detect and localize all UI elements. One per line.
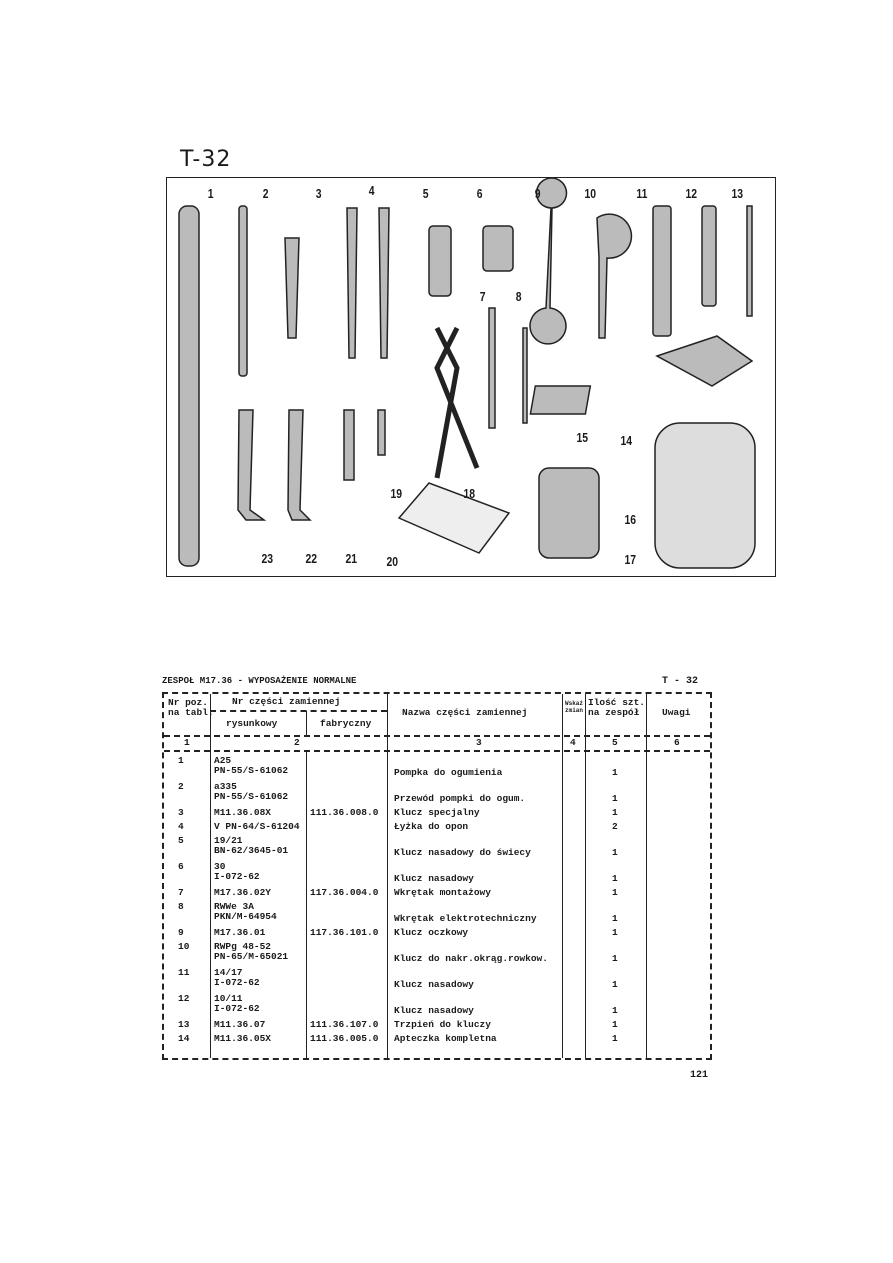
tool-bag-icon bbox=[657, 336, 752, 386]
cell-poz: 8 bbox=[178, 901, 184, 912]
cell-poz: 12 bbox=[178, 993, 190, 1004]
cell-nazwa: Klucz nasadowy bbox=[394, 979, 474, 990]
header-uwagi: Uwagi bbox=[662, 707, 691, 718]
cell-ilosc: 1 bbox=[612, 953, 618, 964]
figure-title: T-32 bbox=[180, 147, 232, 172]
header-nr-czesci: Nr części zamiennej bbox=[232, 696, 341, 707]
cell-ilosc: 1 bbox=[612, 979, 618, 990]
col-number-6: 6 bbox=[674, 737, 680, 748]
socket-wrench-30-icon bbox=[483, 226, 513, 271]
page-number: 121 bbox=[690, 1070, 709, 1081]
cell-rys: M11.36.07 bbox=[214, 1019, 266, 1030]
wrench-22-icon bbox=[288, 410, 310, 520]
cell-ilosc: 1 bbox=[612, 913, 618, 924]
screwdriver-icon bbox=[489, 308, 495, 428]
cell-poz: 1 bbox=[178, 755, 184, 766]
cell-nazwa: Klucz nasadowy bbox=[394, 1005, 474, 1016]
label-7: 7 bbox=[479, 289, 486, 304]
pump-hose-icon bbox=[239, 206, 247, 376]
manual-booklet-icon bbox=[399, 483, 509, 553]
cell-poz: 10 bbox=[178, 941, 190, 952]
label-23: 23 bbox=[261, 551, 274, 566]
label-13: 13 bbox=[731, 186, 744, 201]
cell-poz: 14 bbox=[178, 1033, 190, 1044]
cell-ilosc: 1 bbox=[612, 887, 618, 898]
cell-rys: RWPg 48-52 PN-65/M-65021 bbox=[214, 941, 289, 962]
label-22: 22 bbox=[305, 551, 318, 566]
cell-ilosc: 1 bbox=[612, 1005, 618, 1016]
cell-nazwa: Klucz nasadowy do świecy bbox=[394, 847, 531, 858]
tool-wrap-icon bbox=[655, 423, 755, 568]
col-number-2: 2 bbox=[294, 737, 300, 748]
label-19: 19 bbox=[390, 486, 403, 501]
pin-icon bbox=[747, 206, 752, 316]
label-14: 14 bbox=[620, 433, 633, 448]
header-rysunkowy: rysunkowy bbox=[226, 718, 278, 729]
special-wrench-icon bbox=[285, 238, 299, 338]
cell-ilosc: 1 bbox=[612, 873, 618, 884]
label-17: 17 bbox=[624, 552, 637, 567]
cell-rys: 30 I-072-62 bbox=[214, 861, 260, 882]
cell-nazwa: Przewód pompki do ogum. bbox=[394, 793, 526, 804]
cell-poz: 5 bbox=[178, 835, 184, 846]
tire-levers-icon bbox=[347, 208, 389, 358]
cell-rys: a335 PN-55/S-61062 bbox=[214, 781, 289, 802]
cell-rys: A25 PN-55/S-61062 bbox=[214, 755, 289, 776]
cell-poz: 13 bbox=[178, 1019, 190, 1030]
electric-screwdriver-icon bbox=[523, 328, 527, 423]
cell-rys: 14/17 I-072-62 bbox=[214, 967, 260, 988]
label-15: 15 bbox=[576, 430, 589, 445]
cell-fab: 111.36.005.0 bbox=[310, 1033, 379, 1044]
cell-poz: 7 bbox=[178, 887, 184, 898]
header-wskaz-zmian: Wskaź zmian bbox=[565, 700, 584, 714]
cell-rys: M17.36.02Y bbox=[214, 887, 272, 898]
cell-rys: 19/21 BN-62/3645-01 bbox=[214, 835, 289, 856]
label-5: 5 bbox=[422, 186, 429, 201]
tools-illustration bbox=[167, 178, 775, 576]
col-number-3: 3 bbox=[476, 737, 482, 748]
cell-nazwa: Klucz oczkowy bbox=[394, 927, 469, 938]
cell-fab: 111.36.008.0 bbox=[310, 807, 379, 818]
label-12: 12 bbox=[685, 186, 698, 201]
header-fabryczny: fabryczny bbox=[320, 718, 372, 729]
col-number-4: 4 bbox=[570, 737, 576, 748]
cell-poz: 9 bbox=[178, 927, 184, 938]
label-1: 1 bbox=[207, 186, 214, 201]
label-10: 10 bbox=[584, 186, 597, 201]
header-nazwa: Nazwa części zamiennej bbox=[402, 707, 528, 718]
wrench-19-icon bbox=[378, 410, 385, 455]
cell-nazwa: Trzpień do kluczy bbox=[394, 1019, 491, 1030]
cell-poz: 3 bbox=[178, 807, 184, 818]
label-2: 2 bbox=[262, 186, 269, 201]
hook-wrench-icon bbox=[597, 214, 631, 338]
cell-poz: 2 bbox=[178, 781, 184, 792]
cell-rys: 10/11 I-072-62 bbox=[214, 993, 260, 1014]
cell-fab: 111.36.107.0 bbox=[310, 1019, 379, 1030]
socket-wrench-10-11-icon bbox=[702, 206, 716, 306]
label-11: 11 bbox=[636, 186, 648, 201]
cell-ilosc: 2 bbox=[612, 821, 618, 832]
cell-rys: M11.36.08X bbox=[214, 807, 272, 818]
socket-wrench-icon bbox=[429, 226, 451, 296]
first-aid-kit-icon bbox=[530, 386, 590, 414]
cell-rys: V PN-64/S-61204 bbox=[214, 821, 300, 832]
pump-icon bbox=[179, 206, 199, 566]
cell-rys: M11.36.05X bbox=[214, 1033, 272, 1044]
cell-rys: RWWe 3A PKN/M-64954 bbox=[214, 901, 277, 922]
wrench-21-icon bbox=[344, 410, 354, 480]
label-20: 20 bbox=[386, 554, 399, 569]
label-21: 21 bbox=[345, 551, 358, 566]
parts-table bbox=[162, 692, 712, 1060]
pliers-icon bbox=[437, 328, 477, 478]
col-number-5: 5 bbox=[612, 737, 618, 748]
cell-nazwa: Klucz specjalny bbox=[394, 807, 480, 818]
ring-wrench-icon bbox=[530, 178, 567, 344]
cell-nazwa: Apteczka kompletna bbox=[394, 1033, 497, 1044]
cell-ilosc: 1 bbox=[612, 1019, 618, 1030]
label-3: 3 bbox=[315, 186, 322, 201]
table-title: ZESPOŁ M17.36 - WYPOSAŻENIE NORMALNE bbox=[162, 676, 357, 686]
label-6: 6 bbox=[476, 186, 483, 201]
label-16: 16 bbox=[624, 512, 637, 527]
label-9: 9 bbox=[534, 186, 541, 201]
cell-ilosc: 1 bbox=[612, 847, 618, 858]
cell-poz: 6 bbox=[178, 861, 184, 872]
cell-fab: 117.36.004.0 bbox=[310, 887, 379, 898]
cell-fab: 117.36.101.0 bbox=[310, 927, 379, 938]
table-code: T - 32 bbox=[662, 676, 699, 687]
cell-nazwa: Klucz nasadowy bbox=[394, 873, 474, 884]
cell-nazwa: Łyżka do opon bbox=[394, 821, 469, 832]
cell-nazwa: Wkrętak montażowy bbox=[394, 887, 491, 898]
cell-nazwa: Pompka do ogumienia bbox=[394, 767, 503, 778]
wrench-23-icon bbox=[238, 410, 264, 520]
socket-wrench-14-17-icon bbox=[653, 206, 671, 336]
hose-roll-icon bbox=[539, 468, 599, 558]
cell-ilosc: 1 bbox=[612, 1033, 618, 1044]
label-4: 4 bbox=[368, 183, 375, 198]
cell-ilosc: 1 bbox=[612, 927, 618, 938]
cell-ilosc: 1 bbox=[612, 793, 618, 804]
label-18: 18 bbox=[463, 486, 476, 501]
cell-ilosc: 1 bbox=[612, 767, 618, 778]
header-nr-poz: Nr poz. na tabl. bbox=[168, 697, 214, 718]
cell-nazwa: Klucz do nakr.okrąg.rowkow. bbox=[394, 953, 548, 964]
cell-ilosc: 1 bbox=[612, 807, 618, 818]
cell-nazwa: Wkrętak elektrotechniczny bbox=[394, 913, 537, 924]
header-ilosc: Ilość szt. na zespół bbox=[588, 697, 646, 718]
cell-poz: 11 bbox=[178, 967, 190, 978]
col-number-1: 1 bbox=[184, 737, 190, 748]
cell-rys: M17.36.01 bbox=[214, 927, 266, 938]
label-8: 8 bbox=[515, 289, 522, 304]
cell-poz: 4 bbox=[178, 821, 184, 832]
tools-photo bbox=[166, 177, 776, 577]
